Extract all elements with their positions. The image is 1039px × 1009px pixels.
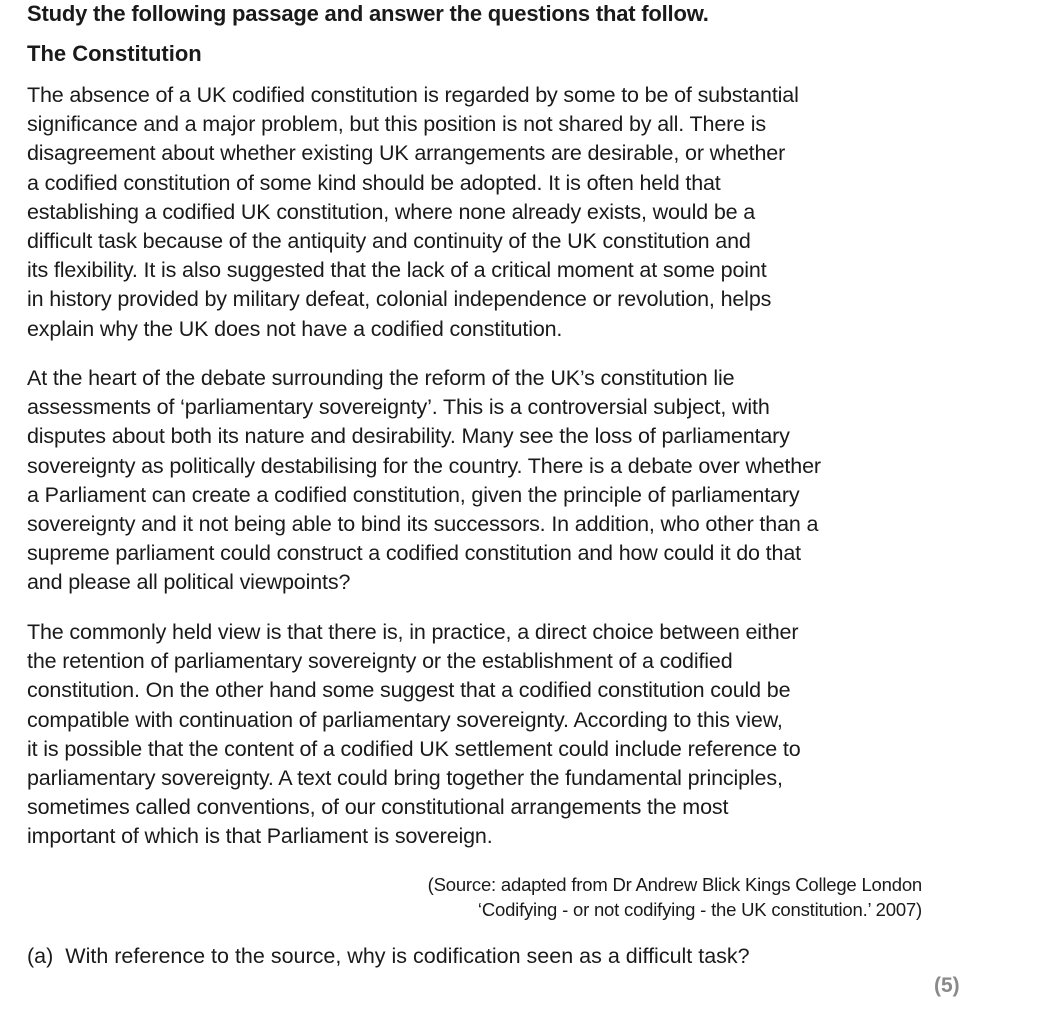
passage-paragraph-2 bbox=[27, 364, 927, 598]
paragraph-line: parliamentary sovereignty. A text could bring together the fundamental principles, bbox=[27, 766, 783, 791]
question-label: (a) bbox=[27, 944, 54, 968]
paragraph-line: important of which is that Parliament is sovereign. bbox=[27, 824, 493, 849]
paragraph-line: supreme parliament could construct a codified constitution and how could it do that bbox=[27, 541, 801, 566]
paragraph-line: it is possible that the content of a codified UK settlement could include reference to bbox=[27, 736, 801, 761]
paragraph-line: establishing a codified UK constitution, where none already exists, would be a bbox=[27, 199, 756, 224]
instruction-heading: Study the following passage and answer the questions that follow. bbox=[27, 1, 709, 26]
paragraph-line: explain why the UK does not have a codified constitution. bbox=[27, 316, 563, 341]
passage-paragraph-3 bbox=[27, 618, 927, 852]
source-line-1: (Source: adapted from Dr Andrew Blick Kings College London bbox=[427, 874, 922, 895]
paragraph-line: At the heart of the debate surrounding the reform of the UK’s constitution lie bbox=[27, 366, 735, 390]
paragraph-line: assessments of ‘parliamentary sovereignty’. This is a controversial subject, with bbox=[27, 395, 770, 420]
paragraph-line: disagreement about whether existing UK arrangements are desirable, or whether bbox=[27, 141, 786, 166]
paragraph-line: its flexibility. It is also suggested that the lack of a critical moment at some point bbox=[27, 258, 767, 283]
source-line-2: ‘Codifying - or not codifying - the UK constitution.’ 2007) bbox=[477, 899, 922, 920]
passage-paragraph-1 bbox=[27, 81, 927, 344]
paragraph-line: sovereignty as politically destabilising for the country. There is a debate over whether bbox=[27, 453, 821, 478]
paragraph-line: significance and a major problem, but this position is not shared by all. There is bbox=[27, 112, 767, 137]
question-marks: (5) bbox=[934, 974, 960, 997]
paragraph-line: a codified constitution of some kind should be adopted. It is often held that bbox=[27, 170, 721, 195]
paragraph-line: sometimes called conventions, of our constitutional arrangements the most bbox=[27, 795, 729, 820]
question-a bbox=[27, 942, 750, 971]
paragraph-line: in history provided by military defeat, colonial independence or revolution, helps bbox=[27, 287, 772, 312]
paragraph-line: compatible with continuation of parliamentary sovereignty. According to this view, bbox=[27, 707, 783, 732]
question-text: With reference to the source, why is codification seen as a difficult task? bbox=[65, 944, 750, 968]
paragraph-line: constitution. On the other hand some suggest that a codified constitution could be bbox=[27, 678, 791, 703]
paragraph-line: difficult task because of the antiquity and continuity of the UK constitution and bbox=[27, 229, 751, 254]
paragraph-line: The commonly held view is that there is, in practice, a direct choice between either bbox=[27, 620, 799, 644]
paragraph-line: the retention of parliamentary sovereignty or the establishment of a codified bbox=[27, 649, 733, 674]
paragraph-line: disputes about both its nature and desirability. Many see the loss of parliamentary bbox=[27, 424, 790, 449]
paragraph-line: a Parliament can create a codified constitution, given the principle of parliamentary bbox=[27, 482, 800, 507]
paragraph-line: and please all political viewpoints? bbox=[27, 570, 351, 595]
passage-title: The Constitution bbox=[27, 41, 202, 66]
paragraph-line: sovereignty and it not being able to bind its successors. In addition, who other than a bbox=[27, 512, 819, 537]
paragraph-line: The absence of a UK codified constitution is regarded by some to be of substantial bbox=[27, 83, 799, 107]
source-citation bbox=[428, 872, 922, 922]
